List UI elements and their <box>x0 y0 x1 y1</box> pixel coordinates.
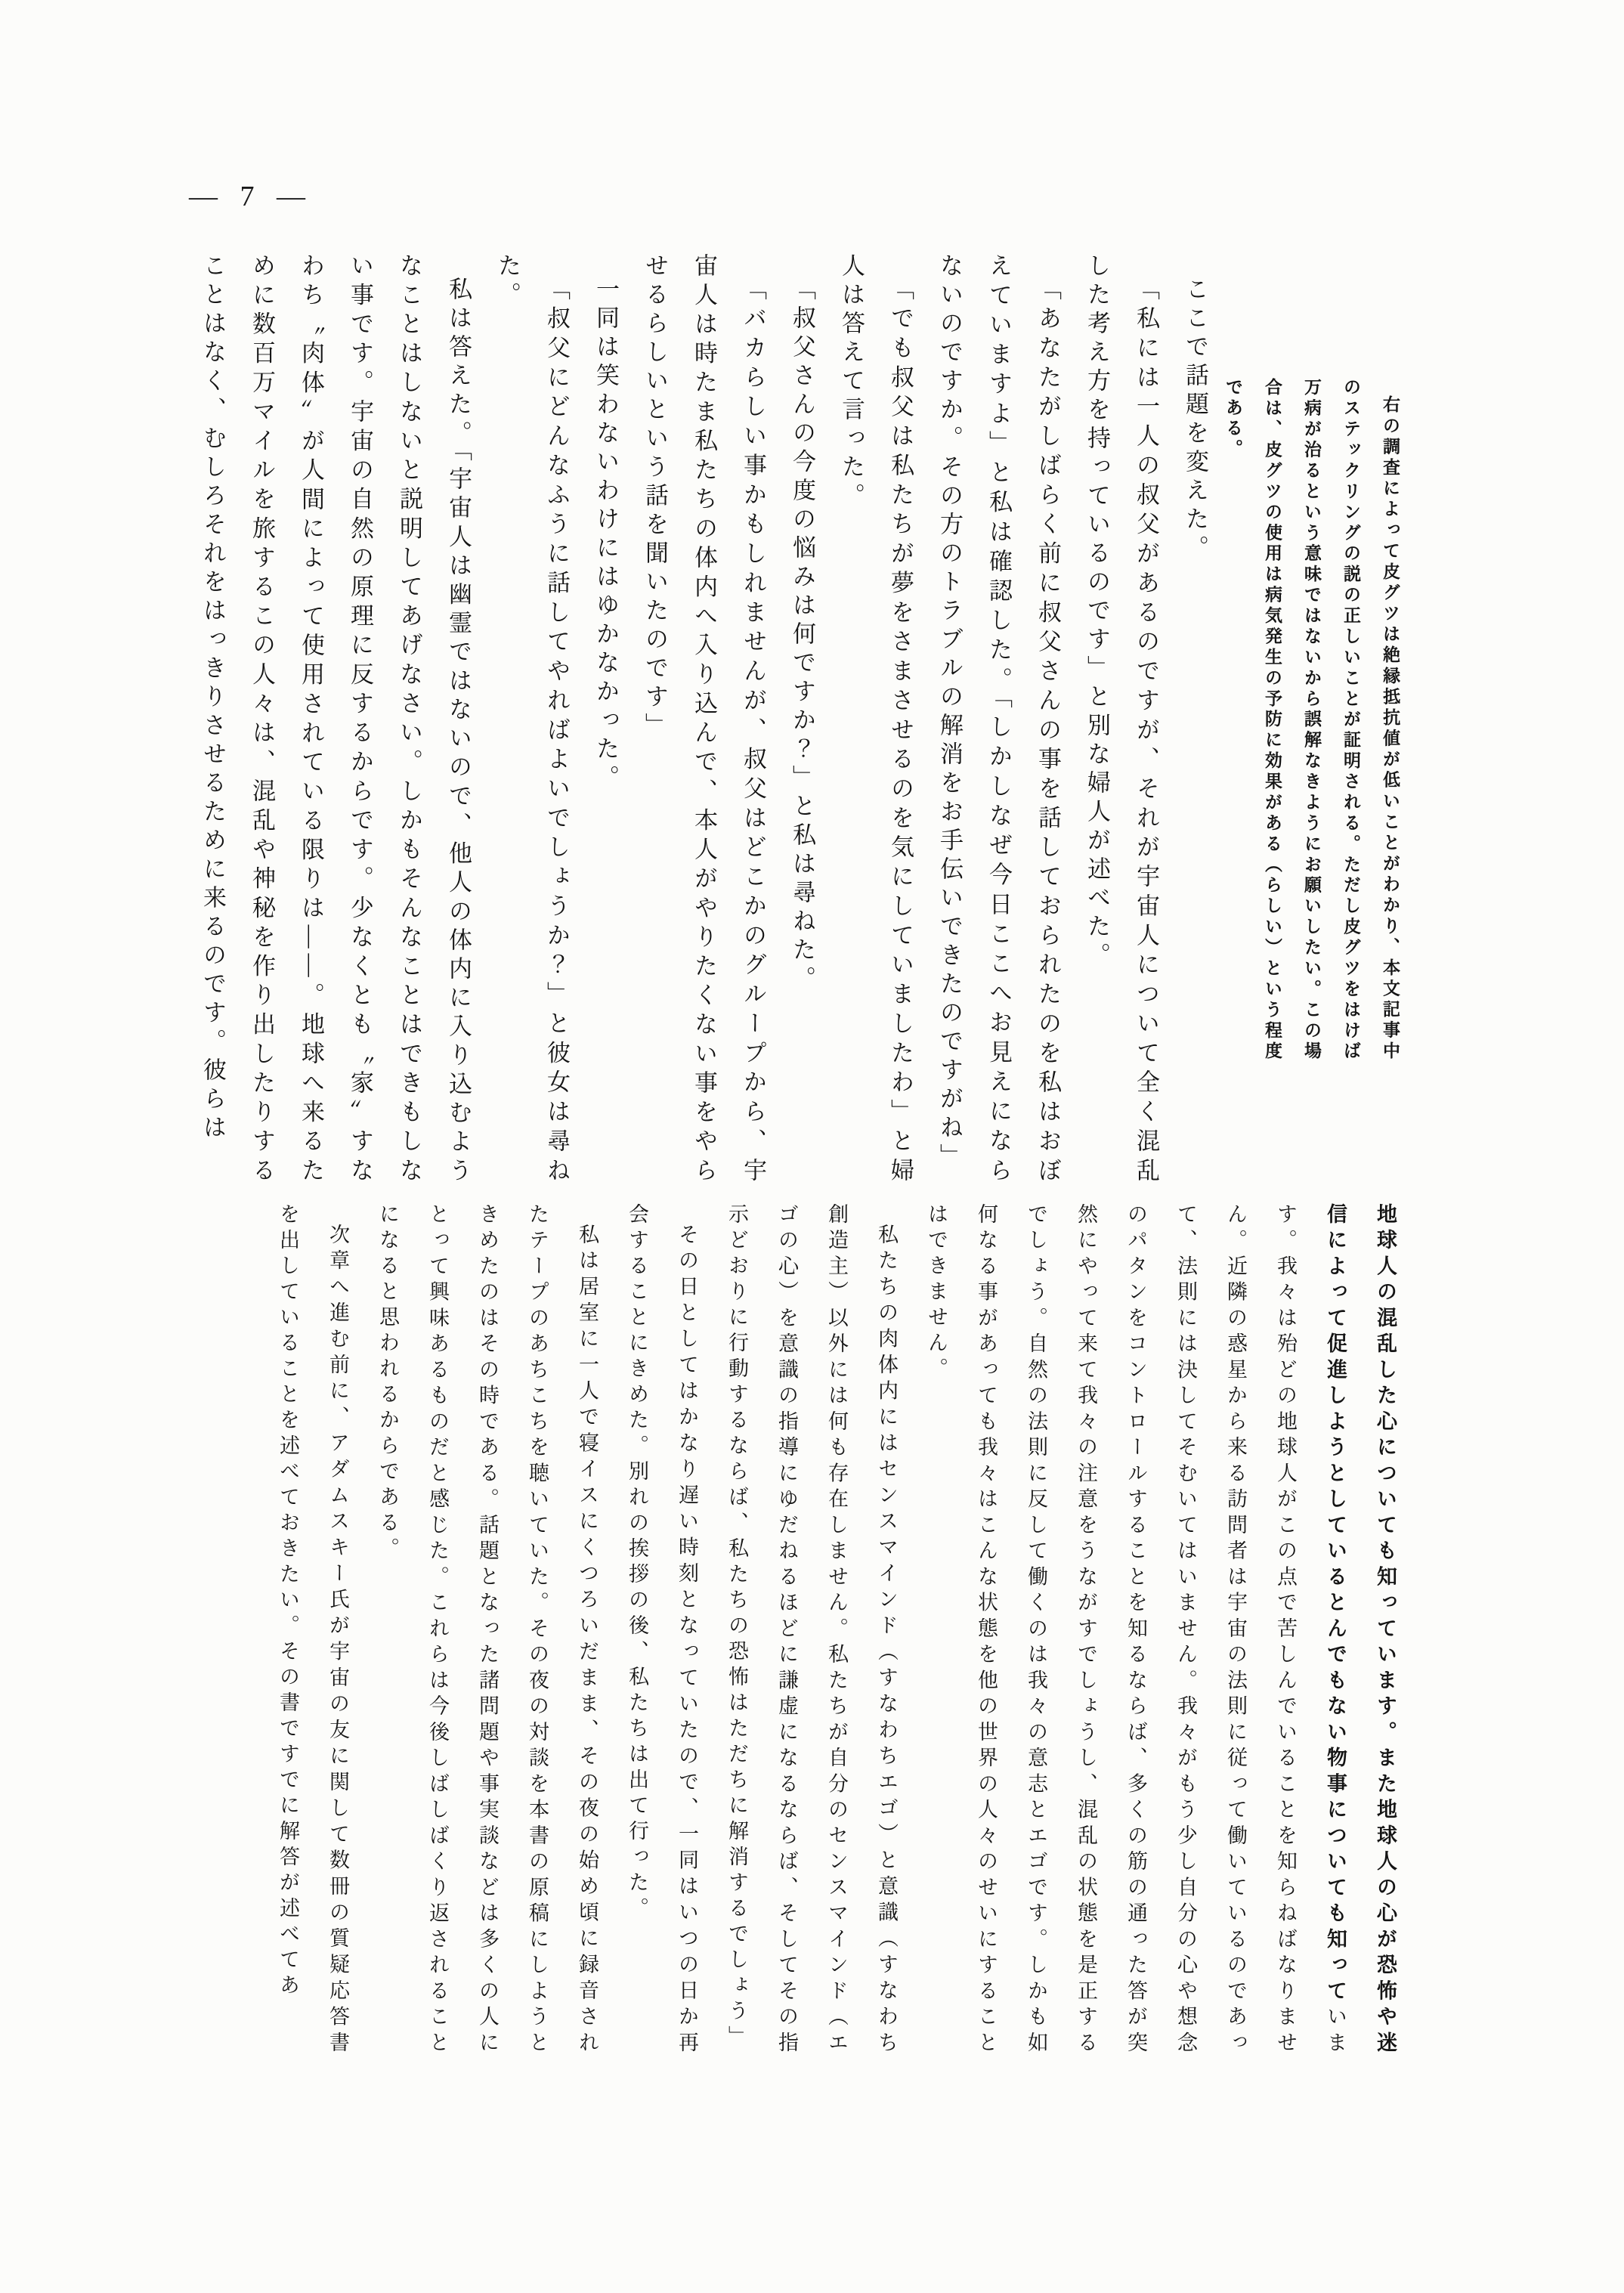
paragraph: 「叔父さんの今度の悩みは何ですか？」と私は尋ねた。 <box>789 277 815 995</box>
paragraph: 「叔父にどんなふうに話してやればよいでしょうか？」と彼女は尋ねた。 <box>494 253 570 1187</box>
upper-text-block <box>178 253 1220 1187</box>
paragraph: 一同は笑わないわけにはゆかなかった。 <box>592 277 619 794</box>
paragraph: 「私には一人の叔父があるのですが、それが宇宙人について全く混乱した考え方を持っているのです」と別な婦人が述べた。 <box>1084 253 1159 1187</box>
paragraph: 次章へ進む前に、アダムスキー氏が宇宙の友に関して数冊の質疑応答書を出していることを述べておきたい。その書ですでに解答が述べてあ <box>277 1203 349 2058</box>
emphasized-text: 地球人の混乱した心についても知っています。また地球人の心が恐怖や迷信によって促進しようとしているとんでもない物事についても知って <box>1324 1203 1397 2057</box>
paragraph: 私は居室に一人で寝イスにくつろいだまま、その夜の始め頃に録音されたテープのあちこちを聴いていた。その夜の対談を本書の原稿にしようときめたのはその時である。話題となった諸問題や事実談などは多くの人にとって興味あるものだと感じた。これらは今後しばしばくり返されることになると思われるからである。 <box>376 1203 599 2058</box>
margin-note-block <box>1223 378 1409 1062</box>
paragraph: 私は答えた。「宇宙人は幽霊ではないので、他人の体内に入り込むようなことはしないと説明してあげなさい。しかもそんなことはできもしない事です。宇宙の自然の原理に反するからです。少なくとも〝家〟すなわち〝肉体〟が人間によって使用されている限りは――。地球へ来るために数百万マイルを旅するこの人々は、混乱や神秘を作り出したりすることはなく、むしろそれをはっきりさせるために来るのです。彼らは <box>200 253 472 1187</box>
continuation-text: います。我々は殆どの地球人がこの点で苦しんでいることを知らねばなりません。近隣の惑星から来る訪問者は宇宙の法則に従って働いているのであって、法則には決してそむいてはいません。我々がもう少し自分の心や想念のパタンをコントロールすることを知るならば、多くの筋の通った答が突然にやって来て我々の注意をうながすでしょうし、混乱の状態を是正するでしょう。自然の法則に反して働くのは我々の意志とエゴです。しかも如何なる事があっても我々はこんな状態を他の世界の人々のせいにすることはできません。 <box>925 1203 1347 2057</box>
paragraph: その日としてはかなり遅い時刻となっていたので、一同はいつの日か再会することにきめた。別れの挨拶の後、私たちは出て行った。 <box>626 1203 698 2057</box>
paragraph: ここで話題を変えた。 <box>1182 277 1208 564</box>
paragraph: 私たちの肉体内にはセンスマインド（すなわちエゴ）と意識（すなわち創造主）以外には何も存在しません。私たちが自分のセンスマインド（エゴの心）を意識の指導にゆだねるほどに謙虚になるならば、そしてその指示どおりに行動するならば、私たちの恐怖はただちに解消するでしょう」 <box>725 1203 898 2057</box>
lower-text-block <box>180 1203 1410 2057</box>
paragraph: 「でも叔父は私たちが夢をさまさせるのを気にしていましたわ」と婦人は答えて言った。 <box>838 253 914 1187</box>
page-number: — 7 — <box>189 181 313 212</box>
paragraph-continuation <box>911 1203 1410 2057</box>
paragraph: 「バカらしい事かもしれませんが、叔父はどこかのグループから、宇宙人は時たま私たちの体内へ入り込んで、本人がやりたくない事をやらせるらしいという話を聞いたのです」 <box>642 253 766 1187</box>
margin-note-text: 右の調査によって皮グツは絶縁抵抗値が低いことがわかり、本文記事中のステックリングの説の正しいことが証明される。ただし皮グツをはけば万病が治るという意味ではないから誤解なきようにお願いしたい。この場合は、皮グツの使用は病気発生の予防に効果がある（らしい）という程度である。 <box>1223 378 1400 1062</box>
paragraph: 「あなたがしばらく前に叔父さんの事を話しておられたのを私はおぼえていますよ」と私は確認した。「しかしなぜ今日ここへお見えにならないのですか。その方のトラブルの解消をお手伝いできたのですがね」 <box>936 253 1061 1187</box>
